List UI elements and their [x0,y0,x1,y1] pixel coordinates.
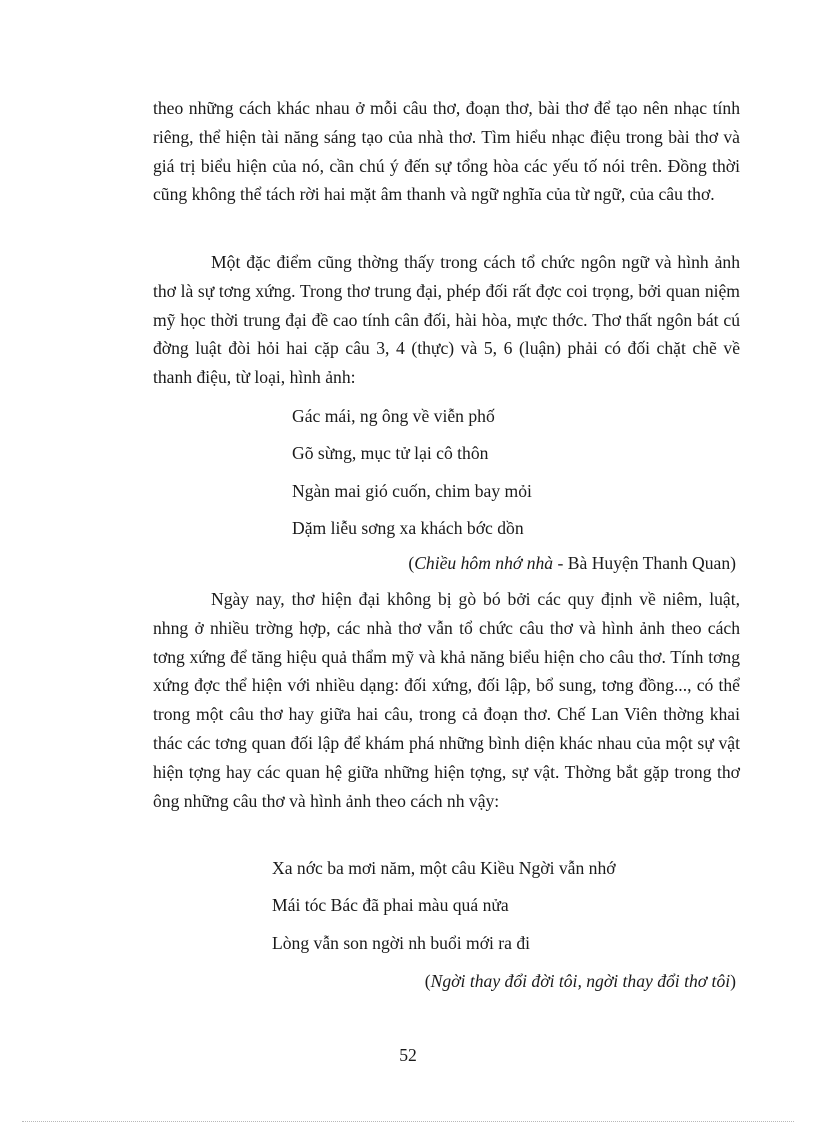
poem-line: Gõ sừng, mục tử lại cô thôn [292,443,489,464]
paragraph-1: theo những cách khác nhau ở mỗi câu thơ, đoạn thơ, bài thơ để tạo nên nhạc tính riêng, thể hiện tài năng sáng tạo của nhà thơ. Tìm hiểu nhạc điệu trong bài thơ và giá trị biểu hiện của nó, cần chú ý đến sự tổng hòa các yếu tố nói trên. Đồng thời cũng không thể tách rời hai mặt âm thanh và ngữ nghĩa của từ ngữ, của câu thơ. [153,98,740,205]
poem-line: Dặm liễu sơng xa khách bớc dồn [292,517,524,538]
poem-excerpt-1 [292,398,532,547]
citation-work-title: Chiều hôm nhớ nhà [414,553,554,573]
poem-citation-2 [425,967,736,995]
poem-citation-1 [408,549,736,577]
citation-open: ( [408,553,415,573]
poem-line: Mái tóc Bác đã phai màu quá nửa [272,895,509,916]
paragraph-3: Ngày nay, thơ hiện đại không bị gò bó bởi các quy định về niêm, luật, nhng ở nhiều trờng hợp, các nhà thơ vẫn tổ chức câu thơ và hình ảnh theo cách tơng xứng để tăng hiệu quả thẩm mỹ và khả năng biểu hiện cho câu thơ. Tính tơng xứng đợc thể hiện với nhiều dạng: đối xứng, đối lập, bổ sung, tơng đồng..., có thể trong một câu thơ hay giữa hai câu, trong cả đoạn thơ. Chế Lan Viên thờng khai thác các tơng quan đối lập để khám phá những bình diện khác nhau của một sự vật hiện tợng hay các quan hệ giữa những hiện tợng, sự vật. Thờng bắt gặp trong thơ ông những câu thơ và hình ảnh theo cách nh vậy: [153,589,740,811]
poem-excerpt-2 [272,850,616,962]
poem-line: Ngàn mai gió cuốn, chim bay mỏi [292,480,532,501]
citation-close: ) [730,971,736,991]
poem-line: Lòng vẫn son ngời nh buổi mới ra đi [272,932,531,953]
page-number: 52 [399,1045,417,1065]
citation-author: - Bà Huyện Thanh Quan) [553,553,736,573]
poem-line: Gác mái, ng ông về viễn phố [292,406,495,426]
paragraph-2: Một đặc điểm cũng thờng thấy trong cách tổ chức ngôn ngữ và hình ảnh thơ là sự tơng xứng. Trong thơ trung đại, phép đối rất đợc coi trọng, bởi quan niệm mỹ học thời trung đại đề cao tính cân đối, hài hòa, mực thớc. Thơ thất ngôn bát cú đờng luật đòi hỏi hai cặp câu 3, 4 (thực) và 5, 6 (luận) phải có đối chặt chẽ về thanh điệu, từ loại, hình ảnh: [153,252,740,388]
citation-open: ( [424,971,431,991]
citation-work-title: Ngời thay đổi đời tôi, ngời thay đổi thơ tôi [430,971,731,991]
poem-line: Xa nớc ba mơi năm, một câu Kiều Ngời vẫn nhớ [272,858,616,878]
footer-divider [22,1121,794,1122]
